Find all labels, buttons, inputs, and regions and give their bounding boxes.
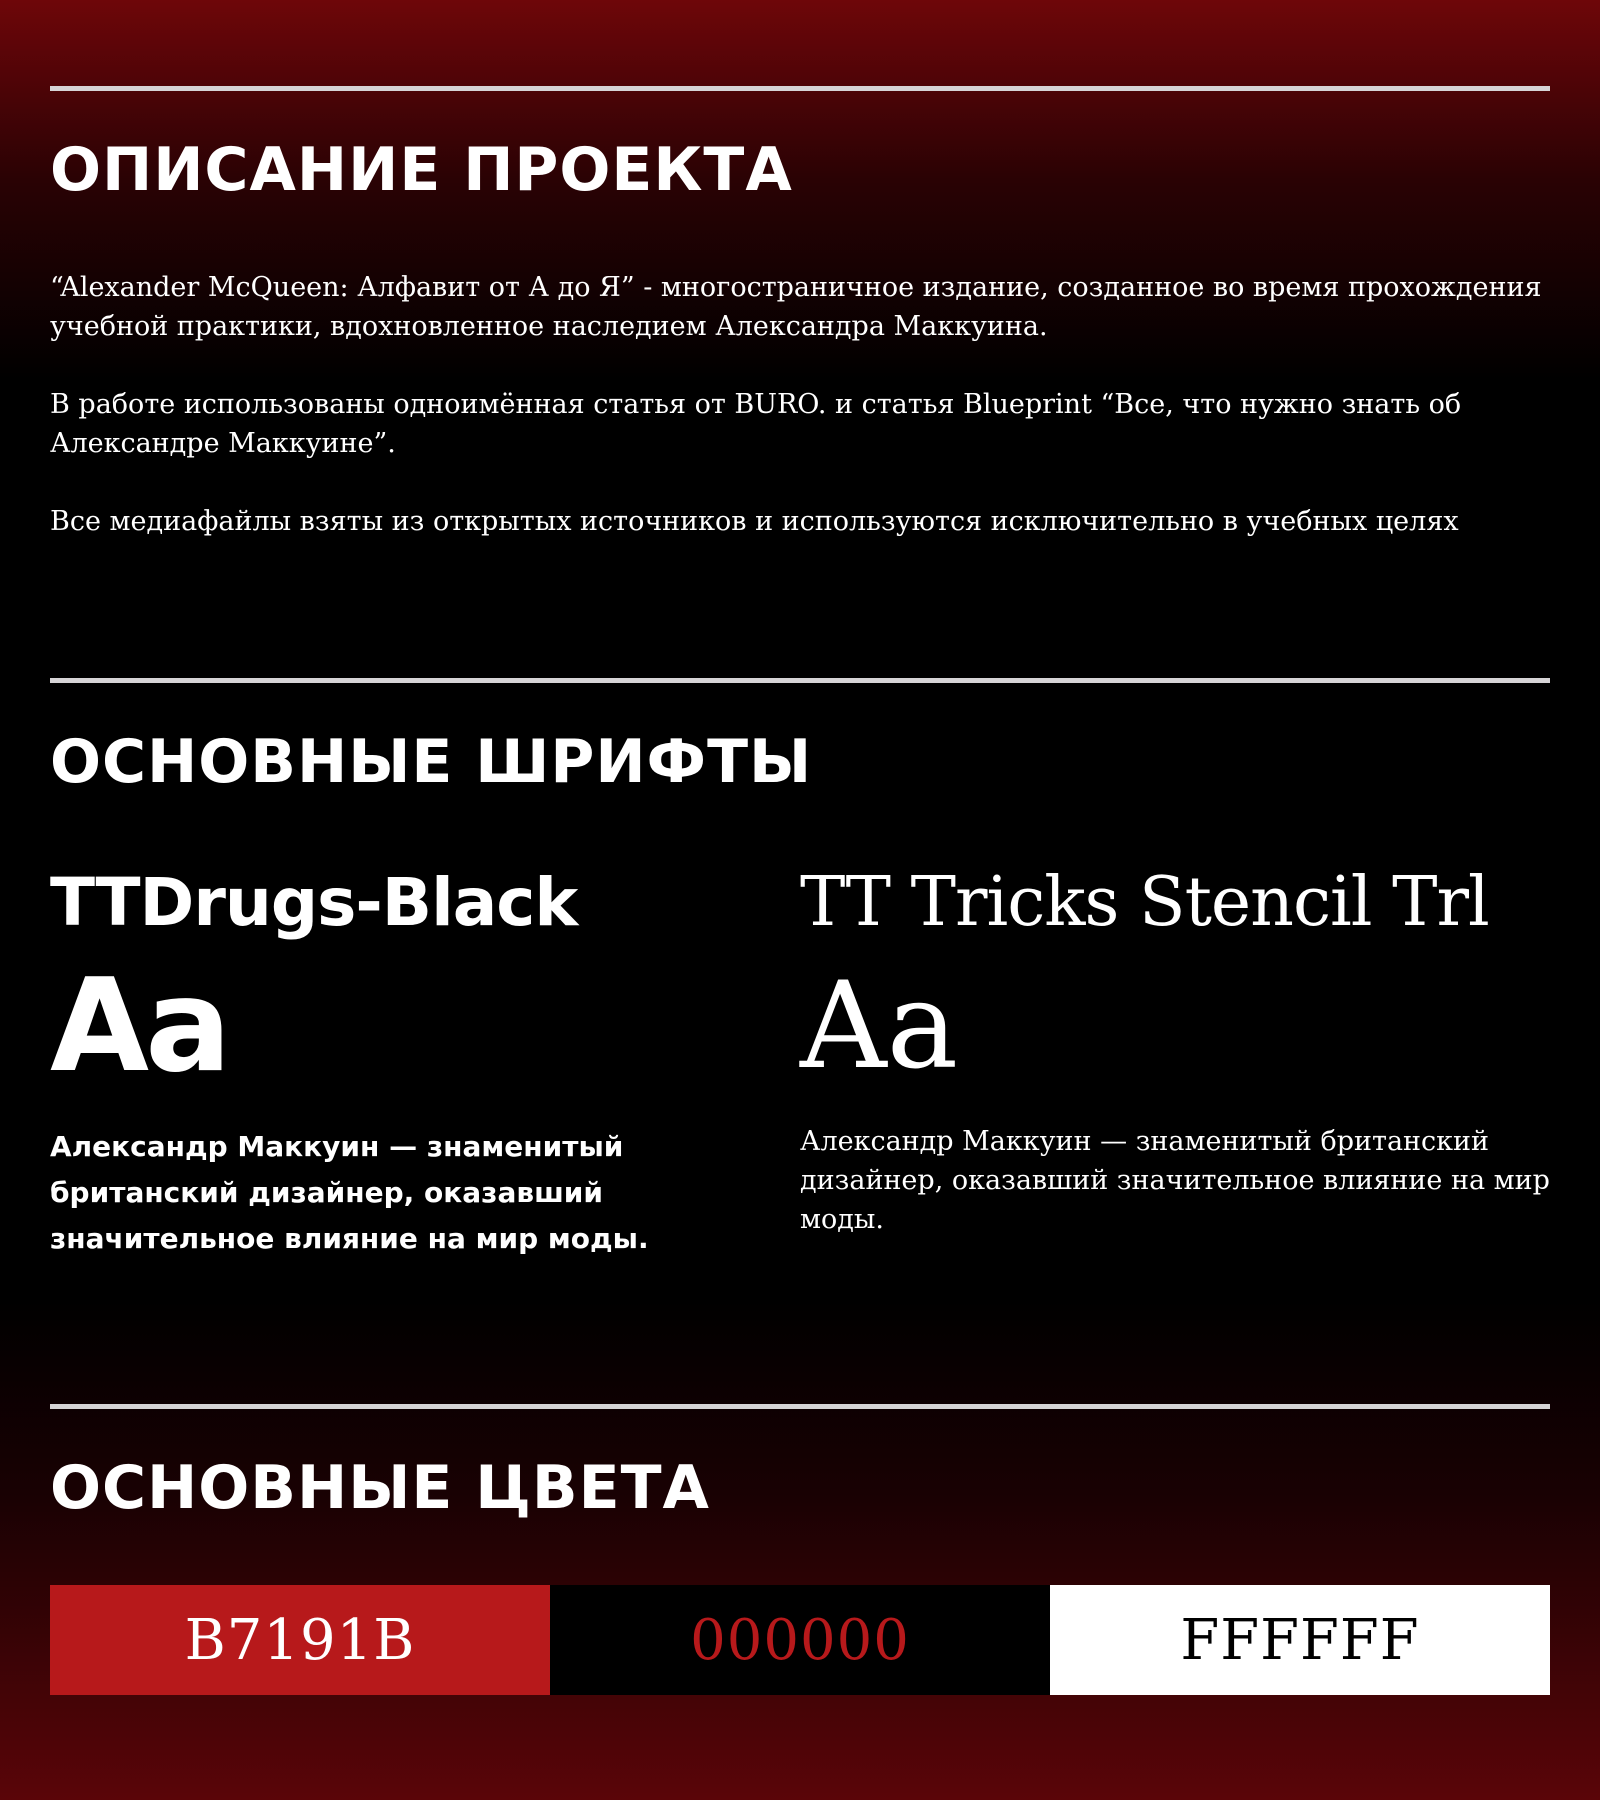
font-name-primary: TTDrugs-Black — [50, 864, 578, 941]
description-paragraph-2: В работе использованы одноимённая статья от BURO. и статья Blueprint “Все, что нужно знать об Александре Маккуине”. — [50, 389, 1462, 459]
project-description — [50, 268, 1550, 580]
color-swatches — [50, 1585, 1550, 1695]
presentation-page — [50, 0, 1550, 1800]
section-title-description: ОПИСАНИЕ ПРОЕКТА — [50, 135, 793, 205]
description-paragraph-3: Все медиафайлы взяты из открытых источников и используются исключительно в учебных целях — [50, 506, 1459, 537]
divider-colors — [50, 1404, 1550, 1409]
color-swatch-red: B7191B — [50, 1585, 550, 1695]
font-text-primary: Александр Маккуин — знаменитый британский дизайнер, оказавший значительное влияние на мир моды. — [50, 1130, 649, 1255]
divider-fonts — [50, 678, 1550, 683]
font-specimen-secondary — [800, 860, 1550, 1239]
description-paragraph-1: “Alexander McQueen: Алфавит от А до Я” - многостраничное издание, созданное во время прохождения учебной практики, вдохновленное наследием Александра Маккуина. — [50, 272, 1542, 342]
section-title-colors: ОСНОВНЫЕ ЦВЕТА — [50, 1453, 710, 1523]
font-sample-secondary: Aa — [800, 957, 959, 1096]
font-text-secondary: Александр Маккуин — знаменитый британский дизайнер, оказавший значительное влияние на мир моды. — [800, 1126, 1550, 1235]
font-sample-primary: Aa — [50, 952, 228, 1101]
color-swatch-black: 000000 — [550, 1585, 1050, 1695]
font-specimen-primary — [50, 860, 730, 1262]
font-name-secondary: TT Tricks Stencil Trl — [800, 863, 1489, 942]
divider-top — [50, 86, 1550, 91]
color-swatch-white: FFFFFF — [1050, 1585, 1550, 1695]
section-title-fonts: ОСНОВНЫЕ ШРИФТЫ — [50, 727, 813, 797]
